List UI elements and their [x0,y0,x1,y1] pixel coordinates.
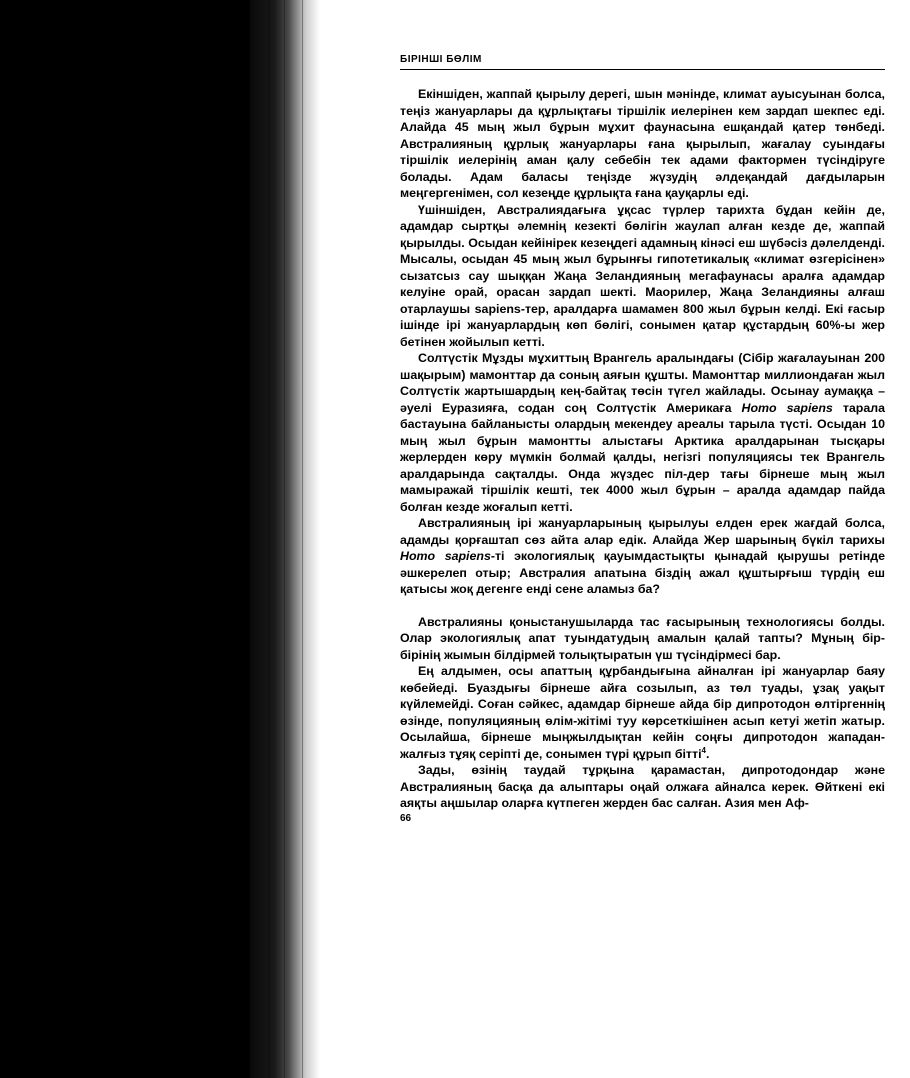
page-number: 66 [400,813,412,824]
body-text [400,86,885,812]
text-run: тарала бастауына байланысты олардың мекендеу ареалы тарыла түсті. Осыдан 10 мың жыл бұрын мамонтты алыстағы Арктика аралдарынан тысқары жерлерден көру мүмкін болмай қалды, негізгі популяциясы тек Врангель аралдарында сақталды. Онда жүздес піл-дер тағы бірнеше мың жыл мамыражай тіршілік кешті, тек 4000 жыл бұрын – аралда адамдар пайда болған кезде жоғалып кетті. [400,400,885,514]
gutter-line [302,0,303,1078]
paragraph: Үшіншіден, Австралиядағыға ұқсас түрлер тарихта бұдан кейін де, адамдар сыртқы әлемнің кезекті бөлігін жаулап алған кезде де, жаппай қырылды. Осыдан кейінірек кезеңдегі адамның кінәсі еш шүбәсіз дәлелденді. Мысалы, осыдан 45 мың жыл бұрынғы гипотетикалық «климат өзгерісінен» сызатсыз сау шыққан Жаңа Зеландияның мегафаунасы аралға адамдар келуіне орай, орасан зардап шекті. Маорилер, Жаңа Зеландияны алғаш отарлаушы sapiens-тер, аралдарға шамамен 800 жыл бұрын келді. Екі ғасыр ішінде ірі жануарлардың көп бөлігі, сонымен қатар құстардың 60%-ы жер бетінен жойылып кетті. [400,202,885,349]
paragraph [400,350,885,515]
gutter-line [268,0,270,1078]
paragraph [400,515,885,598]
paragraph: Зады, өзінің таудай тұрқына қарамастан, дипротодондар және Австралияның басқа да алыптары оңай олжаға айналса керек. Өйткені екі аяқты аңшылар оларға күтпеген жерден бас салған. Азия мен Аф- [400,763,885,810]
paragraph: Екіншіден, жаппай қырылу дерегі, шын мәнінде, климат ауысуынан болса, теңіз жануарлары да құрлықтағы тіршілік иелерінен кем зардап шекпес еді. Алайда 45 мың жыл бұрын мұхит фаунасына ешқандай қатер төнбеді. Австралияның құрлық жануарлары ғана қырылып, жағалау суындағы тіршілік иелерінің аман қалу себебін тек адами фактормен түсіндіруге болады. Адам баласы теңізде жүзудің әлдеқандай дағдыларын меңгергенімен, сол кезеңде құрлықта ғана қауқарлы еді. [400,87,885,200]
scan-dark-margin [0,0,250,1078]
footnote-ref[interactable]: 4 [701,745,706,755]
book-page [320,0,910,1078]
text-run: Австралияның ірі жануарларының қырылуы елден ерек жағдай болса, адамды қорғаштап сөз айта алар едік. Алайда Жер шарының бүкіл тарихы [400,516,885,547]
text-run: . [705,746,710,761]
gutter-line [284,0,285,1078]
paragraph: Австралияны қоныстанушыларда тас ғасырының технологиясы болды. Олар экологиялық апат туындатудың амалын қалай тапты? Мұның бір-бірінің жымын білдірмей толықтыратын үш түсіндірмесі бар. [400,614,885,662]
italic-term: Homo sapiens [400,549,491,563]
header-rule [400,69,885,70]
paragraph [400,663,885,762]
text-run: Ең алдымен, осы апаттың құрбандығына айналған ірі жануарлар баяу көбейеді. Буаздығы бірнеше айға созылып, аз төл туады, ұзақ уақыт күйлемейді. Соған сәйкес, адамдар бірнеше айда бір дипротодон өлтіргеннің өзінде, популяцияның өлім-жітімі туу көрсеткішінен асып кетуі жетіп жатыр. Осылайша, бірнеше мыңжылдықтан кейін соңғы дипротодон жападан-жалғыз тұяқ серіпті де, сонымен түрі құрып бітті [400,664,885,761]
text-run: Солтүстік Мұзды мұхиттың Врангель аралындағы (Сібір жағалауынан 200 шақырым) мамонттар да соның аяғын құшты. Мамонттар миллиондаған жыл Солтүстік жартышардың кең-байтақ төсін түгел жайлады. Осынау аумаққа – әуелі Еуразияға, содан соң Солтүстік Америкаға [400,351,885,415]
text-run: -ті экологиялық қауымдастықты қынадай қырушы ретінде әшкерелеп отыр; Австралия апатына біздің ажал құштырғыш түрдің еш қатысы жоқ дегенге енді сене аламыз ба? [400,549,885,596]
running-header: БІРІНШІ БӨЛІМ [400,54,482,65]
italic-term: Homo sapiens [741,400,833,415]
book-gutter-shadow [250,0,320,1078]
